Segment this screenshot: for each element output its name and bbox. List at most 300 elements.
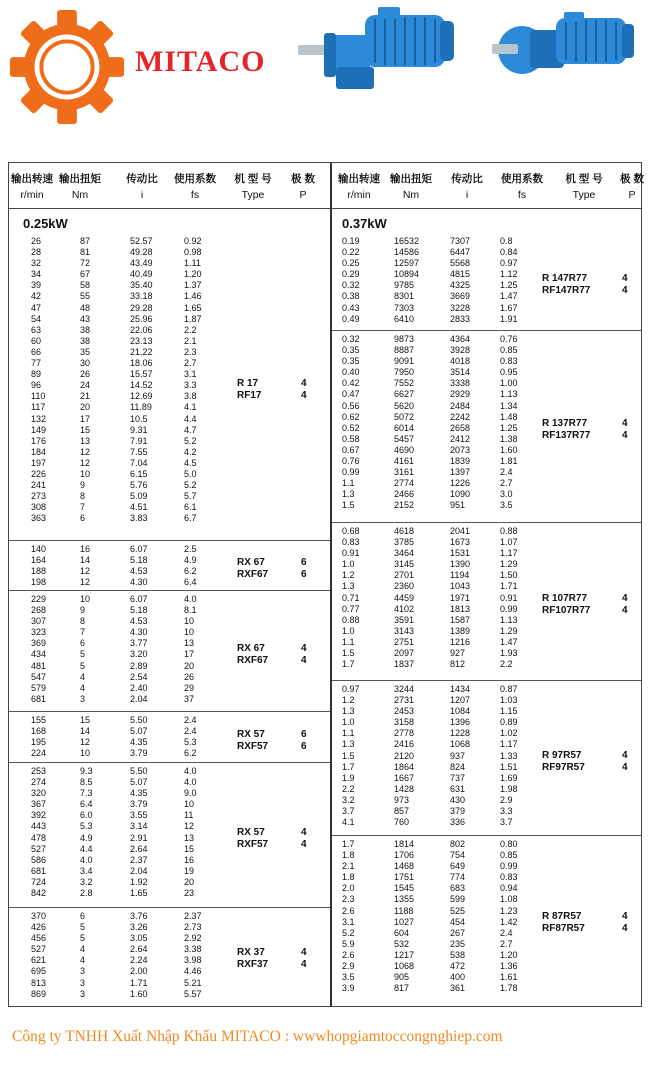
ratio-cell: 3.26 <box>130 922 148 933</box>
column-header <box>121 173 163 202</box>
service-factor-cell: 0.83 <box>500 872 518 883</box>
table-row <box>332 445 642 456</box>
table-row <box>9 661 330 672</box>
service-factor-cell: 2.4 <box>184 726 197 737</box>
service-factor-cell: 2.7 <box>500 478 513 489</box>
ratio-cell: 5.50 <box>130 766 148 776</box>
ratio-cell: 6447 <box>450 247 471 258</box>
speed-cell: 0.25 <box>342 258 360 269</box>
torque-cell: 2.8 <box>80 888 93 899</box>
speed-cell: 26 <box>31 236 42 246</box>
model-group <box>9 907 330 1003</box>
ratio-cell: 1228 <box>450 728 471 739</box>
model-type-label: RF97R57 <box>542 761 585 773</box>
ratio-cell: 3.20 <box>130 649 148 660</box>
table-row <box>332 739 642 750</box>
speed-cell: 0.77 <box>342 603 360 614</box>
ratio-cell: 430 <box>450 794 466 805</box>
pole-count-label: 4 <box>622 284 628 296</box>
ratio-cell: 7.55 <box>130 446 148 457</box>
torque-cell: 3 <box>80 988 86 999</box>
torque-cell: 7.3 <box>80 788 93 799</box>
torque-cell: 4 <box>80 944 86 955</box>
ratio-cell: 4.30 <box>130 627 148 638</box>
column-header <box>59 173 101 202</box>
service-factor-cell: 4.7 <box>184 424 197 435</box>
torque-cell: 9091 <box>394 356 415 367</box>
power-label: 0.25kW <box>23 216 68 231</box>
speed-cell: 140 <box>31 544 47 554</box>
service-factor-cell: 0.95 <box>500 367 518 378</box>
table-row <box>332 247 642 258</box>
table-row <box>9 683 330 694</box>
power-label: 0.37kW <box>342 216 387 231</box>
column-header-en: i <box>465 189 469 201</box>
ratio-cell: 2.04 <box>130 693 148 704</box>
service-factor-cell: 20 <box>184 876 195 887</box>
service-factor-cell: 1.07 <box>500 537 518 548</box>
column-header-zh: 输出转速 <box>11 173 53 185</box>
speed-cell: 1.3 <box>342 706 355 717</box>
table-row <box>9 944 330 955</box>
table-row <box>9 821 330 832</box>
column-header-en: P <box>299 189 307 201</box>
ratio-cell: 472 <box>450 961 466 972</box>
service-factor-cell: 1.29 <box>500 559 518 570</box>
ratio-cell: 5.18 <box>130 555 148 566</box>
speed-cell: 1.0 <box>342 717 355 728</box>
table-row <box>9 833 330 844</box>
torque-cell: 3145 <box>394 559 415 570</box>
speed-cell: 434 <box>31 649 47 660</box>
ratio-cell: 538 <box>450 949 466 960</box>
speed-cell: 547 <box>31 671 47 682</box>
speed-cell: 3.2 <box>342 794 355 805</box>
service-factor-cell: 0.99 <box>500 603 518 614</box>
speed-cell: 363 <box>31 513 47 524</box>
table-row <box>9 358 330 369</box>
ratio-cell: 5.09 <box>130 491 148 502</box>
speed-cell: 1.1 <box>342 478 355 489</box>
ratio-cell: 2.37 <box>130 854 148 865</box>
torque-cell: 4618 <box>394 526 415 536</box>
service-factor-cell: 20 <box>184 660 195 671</box>
ratio-cell: 6.07 <box>130 594 148 604</box>
service-factor-cell: 2.7 <box>500 938 513 949</box>
ratio-cell: 7.91 <box>130 435 148 446</box>
ratio-cell: 3.79 <box>130 799 148 810</box>
ratio-cell: 4.35 <box>130 737 148 748</box>
pole-count-label: 4 <box>622 761 628 773</box>
model-type-label: R 107R77 <box>542 593 588 604</box>
torque-cell: 6 <box>80 513 86 524</box>
ratio-cell: 812 <box>450 659 466 670</box>
pole-count-label: 6 <box>301 557 307 568</box>
ratio-cell: 1194 <box>450 570 470 581</box>
speed-cell: 2.9 <box>342 961 355 972</box>
speed-cell: 621 <box>31 955 47 966</box>
model-group <box>9 762 330 907</box>
table-row <box>9 605 330 616</box>
torque-cell: 2778 <box>394 728 415 739</box>
ratio-cell: 15.57 <box>130 369 153 380</box>
service-factor-cell: 5.2 <box>184 480 197 491</box>
speed-cell: 253 <box>31 766 47 776</box>
ratio-cell: 3.55 <box>130 810 148 821</box>
torque-cell: 3785 <box>394 537 415 548</box>
model-type-label: R 97R57 <box>542 749 582 761</box>
service-factor-cell: 1.51 <box>500 761 518 772</box>
speed-cell: 54 <box>31 313 42 324</box>
table-row <box>332 401 642 412</box>
torque-cell: 1751 <box>394 872 415 883</box>
ratio-cell: 2833 <box>450 313 471 324</box>
column-header <box>448 173 486 202</box>
speed-cell: 481 <box>31 660 47 671</box>
speed-cell: 308 <box>31 502 47 513</box>
table-row <box>332 345 642 356</box>
service-factor-cell: 17 <box>184 649 195 660</box>
table-row <box>332 817 642 828</box>
table-row <box>9 777 330 788</box>
ratio-cell: 937 <box>450 750 466 761</box>
column-header <box>496 173 548 202</box>
column-header <box>338 173 380 202</box>
speed-cell: 369 <box>31 638 47 649</box>
gear-logo-icon <box>8 8 126 126</box>
service-factor-cell: 1.48 <box>500 411 518 422</box>
table-row <box>9 566 330 577</box>
service-factor-cell: 3.7 <box>500 817 513 828</box>
service-factor-cell: 1.71 <box>500 581 518 592</box>
torque-cell: 5620 <box>394 400 415 411</box>
ratio-cell: 3928 <box>450 345 471 356</box>
table-row <box>9 877 330 888</box>
speed-cell: 63 <box>31 324 42 335</box>
ratio-cell: 2.00 <box>130 966 148 977</box>
pole-count-label: 4 <box>622 749 628 761</box>
speed-cell: 184 <box>31 446 47 457</box>
table-row <box>9 726 330 737</box>
table-row <box>332 784 642 795</box>
pole-count-label: 4 <box>622 418 628 429</box>
torque-cell: 3464 <box>394 548 415 559</box>
service-factor-cell: 1.02 <box>500 728 518 739</box>
table-row <box>332 570 642 581</box>
ratio-cell: 336 <box>450 817 466 828</box>
column-header <box>560 173 608 202</box>
service-factor-cell: 0.88 <box>500 526 518 536</box>
table-row <box>9 491 330 502</box>
pole-count-label: 4 <box>622 923 628 934</box>
torque-cell: 4.0 <box>80 854 93 865</box>
ratio-cell: 1226 <box>450 478 471 489</box>
torque-cell: 1468 <box>394 861 415 872</box>
ratio-cell: 12.69 <box>130 391 153 402</box>
ratio-cell: 1084 <box>450 706 471 717</box>
ratio-cell: 631 <box>450 783 466 794</box>
column-header <box>620 173 644 202</box>
speed-cell: 0.49 <box>342 313 360 324</box>
table-row <box>332 581 642 592</box>
torque-cell: 8301 <box>394 291 415 302</box>
torque-cell: 12 <box>80 577 91 588</box>
table-row <box>9 866 330 877</box>
table-row <box>332 314 642 325</box>
ratio-cell: 1207 <box>450 695 471 706</box>
table-row <box>9 314 330 325</box>
table-row <box>9 544 330 555</box>
service-factor-cell: 0.98 <box>184 247 202 258</box>
table-row <box>332 269 642 280</box>
service-factor-cell: 5.2 <box>184 435 197 446</box>
torque-cell: 2152 <box>394 500 415 511</box>
torque-cell: 9873 <box>394 334 415 344</box>
model-type-label: RX 67 <box>237 642 265 654</box>
ratio-cell: 5568 <box>450 258 471 269</box>
ratio-cell: 4.30 <box>130 577 148 588</box>
table-row <box>332 850 642 861</box>
speed-cell: 320 <box>31 788 47 799</box>
speed-cell: 0.62 <box>342 411 360 422</box>
model-type-label: R 137R77 <box>542 418 588 429</box>
torque-cell: 30 <box>80 358 91 369</box>
ratio-cell: 802 <box>450 839 466 849</box>
speed-cell: 1.5 <box>342 648 355 659</box>
table-row <box>332 526 642 537</box>
service-factor-cell: 0.84 <box>500 247 518 258</box>
torque-cell: 7303 <box>394 302 415 313</box>
ratio-cell: 2.64 <box>130 843 148 854</box>
speed-cell: 0.99 <box>342 467 360 478</box>
table-row <box>9 377 330 391</box>
torque-cell: 4161 <box>394 456 415 467</box>
table-row <box>9 966 330 977</box>
table-row <box>9 236 330 247</box>
service-factor-cell: 11 <box>184 810 194 821</box>
model-group <box>332 522 642 680</box>
torque-cell: 3143 <box>394 625 415 636</box>
speed-cell: 3.1 <box>342 916 355 927</box>
table-row <box>9 922 330 933</box>
service-factor-cell: 5.7 <box>184 491 197 502</box>
model-type-label: RF17 <box>237 389 262 401</box>
ratio-cell: 4815 <box>450 269 471 280</box>
pole-count-label: 4 <box>622 605 628 616</box>
table-row <box>332 367 642 378</box>
service-factor-cell: 1.65 <box>184 302 202 313</box>
service-factor-cell: 1.23 <box>500 905 518 916</box>
ratio-cell: 6.07 <box>130 544 148 554</box>
table-row <box>332 593 642 604</box>
speed-cell: 96 <box>31 380 42 391</box>
speed-cell: 0.32 <box>342 334 360 344</box>
torque-cell: 20 <box>80 402 91 413</box>
table-row <box>332 906 642 917</box>
service-factor-cell: 1.61 <box>500 972 518 983</box>
service-factor-cell: 5.57 <box>184 988 202 999</box>
torque-cell: 1706 <box>394 850 415 861</box>
table-row <box>332 806 642 817</box>
speed-cell: 110 <box>31 391 46 402</box>
speed-cell: 1.3 <box>342 489 355 500</box>
service-factor-cell: 0.92 <box>184 236 202 246</box>
speed-cell: 224 <box>31 748 47 759</box>
service-factor-cell: 1.00 <box>500 378 518 389</box>
pole-count-label: 6 <box>301 728 307 740</box>
torque-cell: 1068 <box>394 961 415 972</box>
table-row <box>9 336 330 347</box>
pole-count-label: 4 <box>301 947 307 958</box>
ratio-cell: 3669 <box>450 291 471 302</box>
ratio-cell: 754 <box>450 850 466 861</box>
ratio-cell: 1531 <box>450 548 471 559</box>
ratio-cell: 361 <box>450 983 466 994</box>
column-header <box>169 173 221 202</box>
service-factor-cell: 0.94 <box>500 883 518 894</box>
service-factor-cell: 2.5 <box>184 544 197 554</box>
column-header-en: fs <box>517 189 527 201</box>
footer-company-text: Công ty TNHH Xuất Nhập Khẩu MITACO : wwwhopgiamtoccongnghiep.com <box>12 1028 503 1045</box>
service-factor-cell: 6.2 <box>184 566 197 577</box>
service-factor-cell: 2.4 <box>500 467 513 478</box>
speed-cell: 0.43 <box>342 302 360 313</box>
service-factor-cell: 1.47 <box>500 291 518 302</box>
table-row <box>9 694 330 705</box>
service-factor-cell: 10 <box>184 627 195 638</box>
ratio-cell: 1390 <box>450 559 471 570</box>
speed-cell: 1.2 <box>342 695 355 706</box>
table-row <box>9 911 330 922</box>
torque-cell: 43 <box>80 313 91 324</box>
speed-cell: 4.1 <box>342 817 355 828</box>
speed-cell: 426 <box>31 922 47 933</box>
ratio-cell: 400 <box>450 972 466 983</box>
torque-cell: 3.2 <box>80 876 93 887</box>
torque-cell: 14586 <box>394 247 420 258</box>
torque-cell: 3 <box>80 977 86 988</box>
service-factor-cell: 8.1 <box>184 605 197 616</box>
torque-cell: 12 <box>80 446 91 457</box>
ratio-cell: 3.14 <box>130 821 148 832</box>
pole-count-label: 4 <box>301 826 307 838</box>
service-factor-cell: 3.38 <box>184 944 202 955</box>
speed-cell: 1.3 <box>342 739 355 750</box>
service-factor-cell: 6.7 <box>184 513 197 524</box>
speed-cell: 0.22 <box>342 247 360 258</box>
torque-cell: 3591 <box>394 614 415 625</box>
ratio-cell: 683 <box>450 883 466 894</box>
table-row <box>332 894 642 905</box>
service-factor-cell: 3.98 <box>184 955 202 966</box>
torque-cell: 67 <box>80 269 91 280</box>
service-factor-cell: 4.2 <box>184 446 197 457</box>
model-type-label: RXF57 <box>237 740 269 752</box>
speed-cell: 132 <box>31 413 47 424</box>
service-factor-cell: 4.1 <box>184 402 197 413</box>
speed-cell: 3.7 <box>342 806 355 817</box>
column-header <box>11 173 53 202</box>
service-factor-cell: 1.08 <box>500 894 518 905</box>
speed-cell: 229 <box>31 594 47 604</box>
torque-cell: 1217 <box>394 949 415 960</box>
ratio-cell: 2.40 <box>130 682 148 693</box>
torque-cell: 55 <box>80 291 91 302</box>
ratio-cell: 33.18 <box>130 291 153 302</box>
torque-cell: 1864 <box>394 761 415 772</box>
ratio-cell: 454 <box>450 916 466 927</box>
torque-cell: 72 <box>80 258 91 269</box>
service-factor-cell: 19 <box>184 865 195 876</box>
speed-cell: 89 <box>31 369 42 380</box>
table-row <box>332 839 642 850</box>
column-header-zh: 极 数 <box>291 173 315 185</box>
torque-cell: 81 <box>80 247 91 258</box>
table-row <box>332 795 642 806</box>
pole-count-label: 6 <box>301 569 307 580</box>
torque-cell: 8.5 <box>80 777 93 788</box>
speed-cell: 0.58 <box>342 433 360 444</box>
table-row <box>332 258 642 269</box>
torque-cell: 5457 <box>394 433 415 444</box>
service-factor-cell: 0.8 <box>500 236 513 246</box>
torque-cell: 2453 <box>394 706 415 717</box>
table-row <box>9 469 330 480</box>
torque-cell: 2360 <box>394 581 415 592</box>
pole-count-label: 4 <box>301 377 307 389</box>
speed-cell: 0.19 <box>342 236 360 246</box>
speed-cell: 1.8 <box>342 850 355 861</box>
model-type-label: RF107R77 <box>542 605 591 616</box>
speed-cell: 28 <box>31 247 42 258</box>
ratio-cell: 7.04 <box>130 457 148 468</box>
gear-motor-image-small <box>490 10 640 82</box>
service-factor-cell: 6.4 <box>184 577 197 588</box>
torque-cell: 38 <box>80 324 91 335</box>
table-row <box>9 347 330 358</box>
table-left-column <box>9 163 330 1006</box>
ratio-cell: 2.89 <box>130 660 148 671</box>
service-factor-cell: 1.37 <box>184 280 202 291</box>
torque-cell: 6.0 <box>80 810 93 821</box>
table-row <box>9 737 330 748</box>
torque-cell: 2416 <box>394 739 415 750</box>
ratio-cell: 1216 <box>450 636 471 647</box>
ratio-cell: 2.64 <box>130 944 148 955</box>
table-row <box>9 513 330 524</box>
table-row <box>9 594 330 605</box>
speed-cell: 0.68 <box>342 526 360 536</box>
table-row <box>9 269 330 280</box>
table-row <box>332 303 642 314</box>
speed-cell: 370 <box>31 911 47 921</box>
ratio-cell: 1396 <box>450 717 471 728</box>
speed-cell: 0.35 <box>342 356 360 367</box>
speed-cell: 2.6 <box>342 905 355 916</box>
ratio-cell: 29.28 <box>130 302 153 313</box>
table-row <box>332 478 642 489</box>
torque-cell: 8 <box>80 616 86 627</box>
table-row <box>332 456 642 467</box>
speed-cell: 195 <box>31 737 47 748</box>
service-factor-cell: 6.1 <box>184 502 197 513</box>
ratio-cell: 235 <box>450 938 466 949</box>
table-row <box>332 537 642 548</box>
ratio-cell: 10.5 <box>130 413 148 424</box>
speed-cell: 149 <box>31 424 47 435</box>
ratio-cell: 2484 <box>450 400 471 411</box>
torque-cell: 15 <box>80 715 91 725</box>
